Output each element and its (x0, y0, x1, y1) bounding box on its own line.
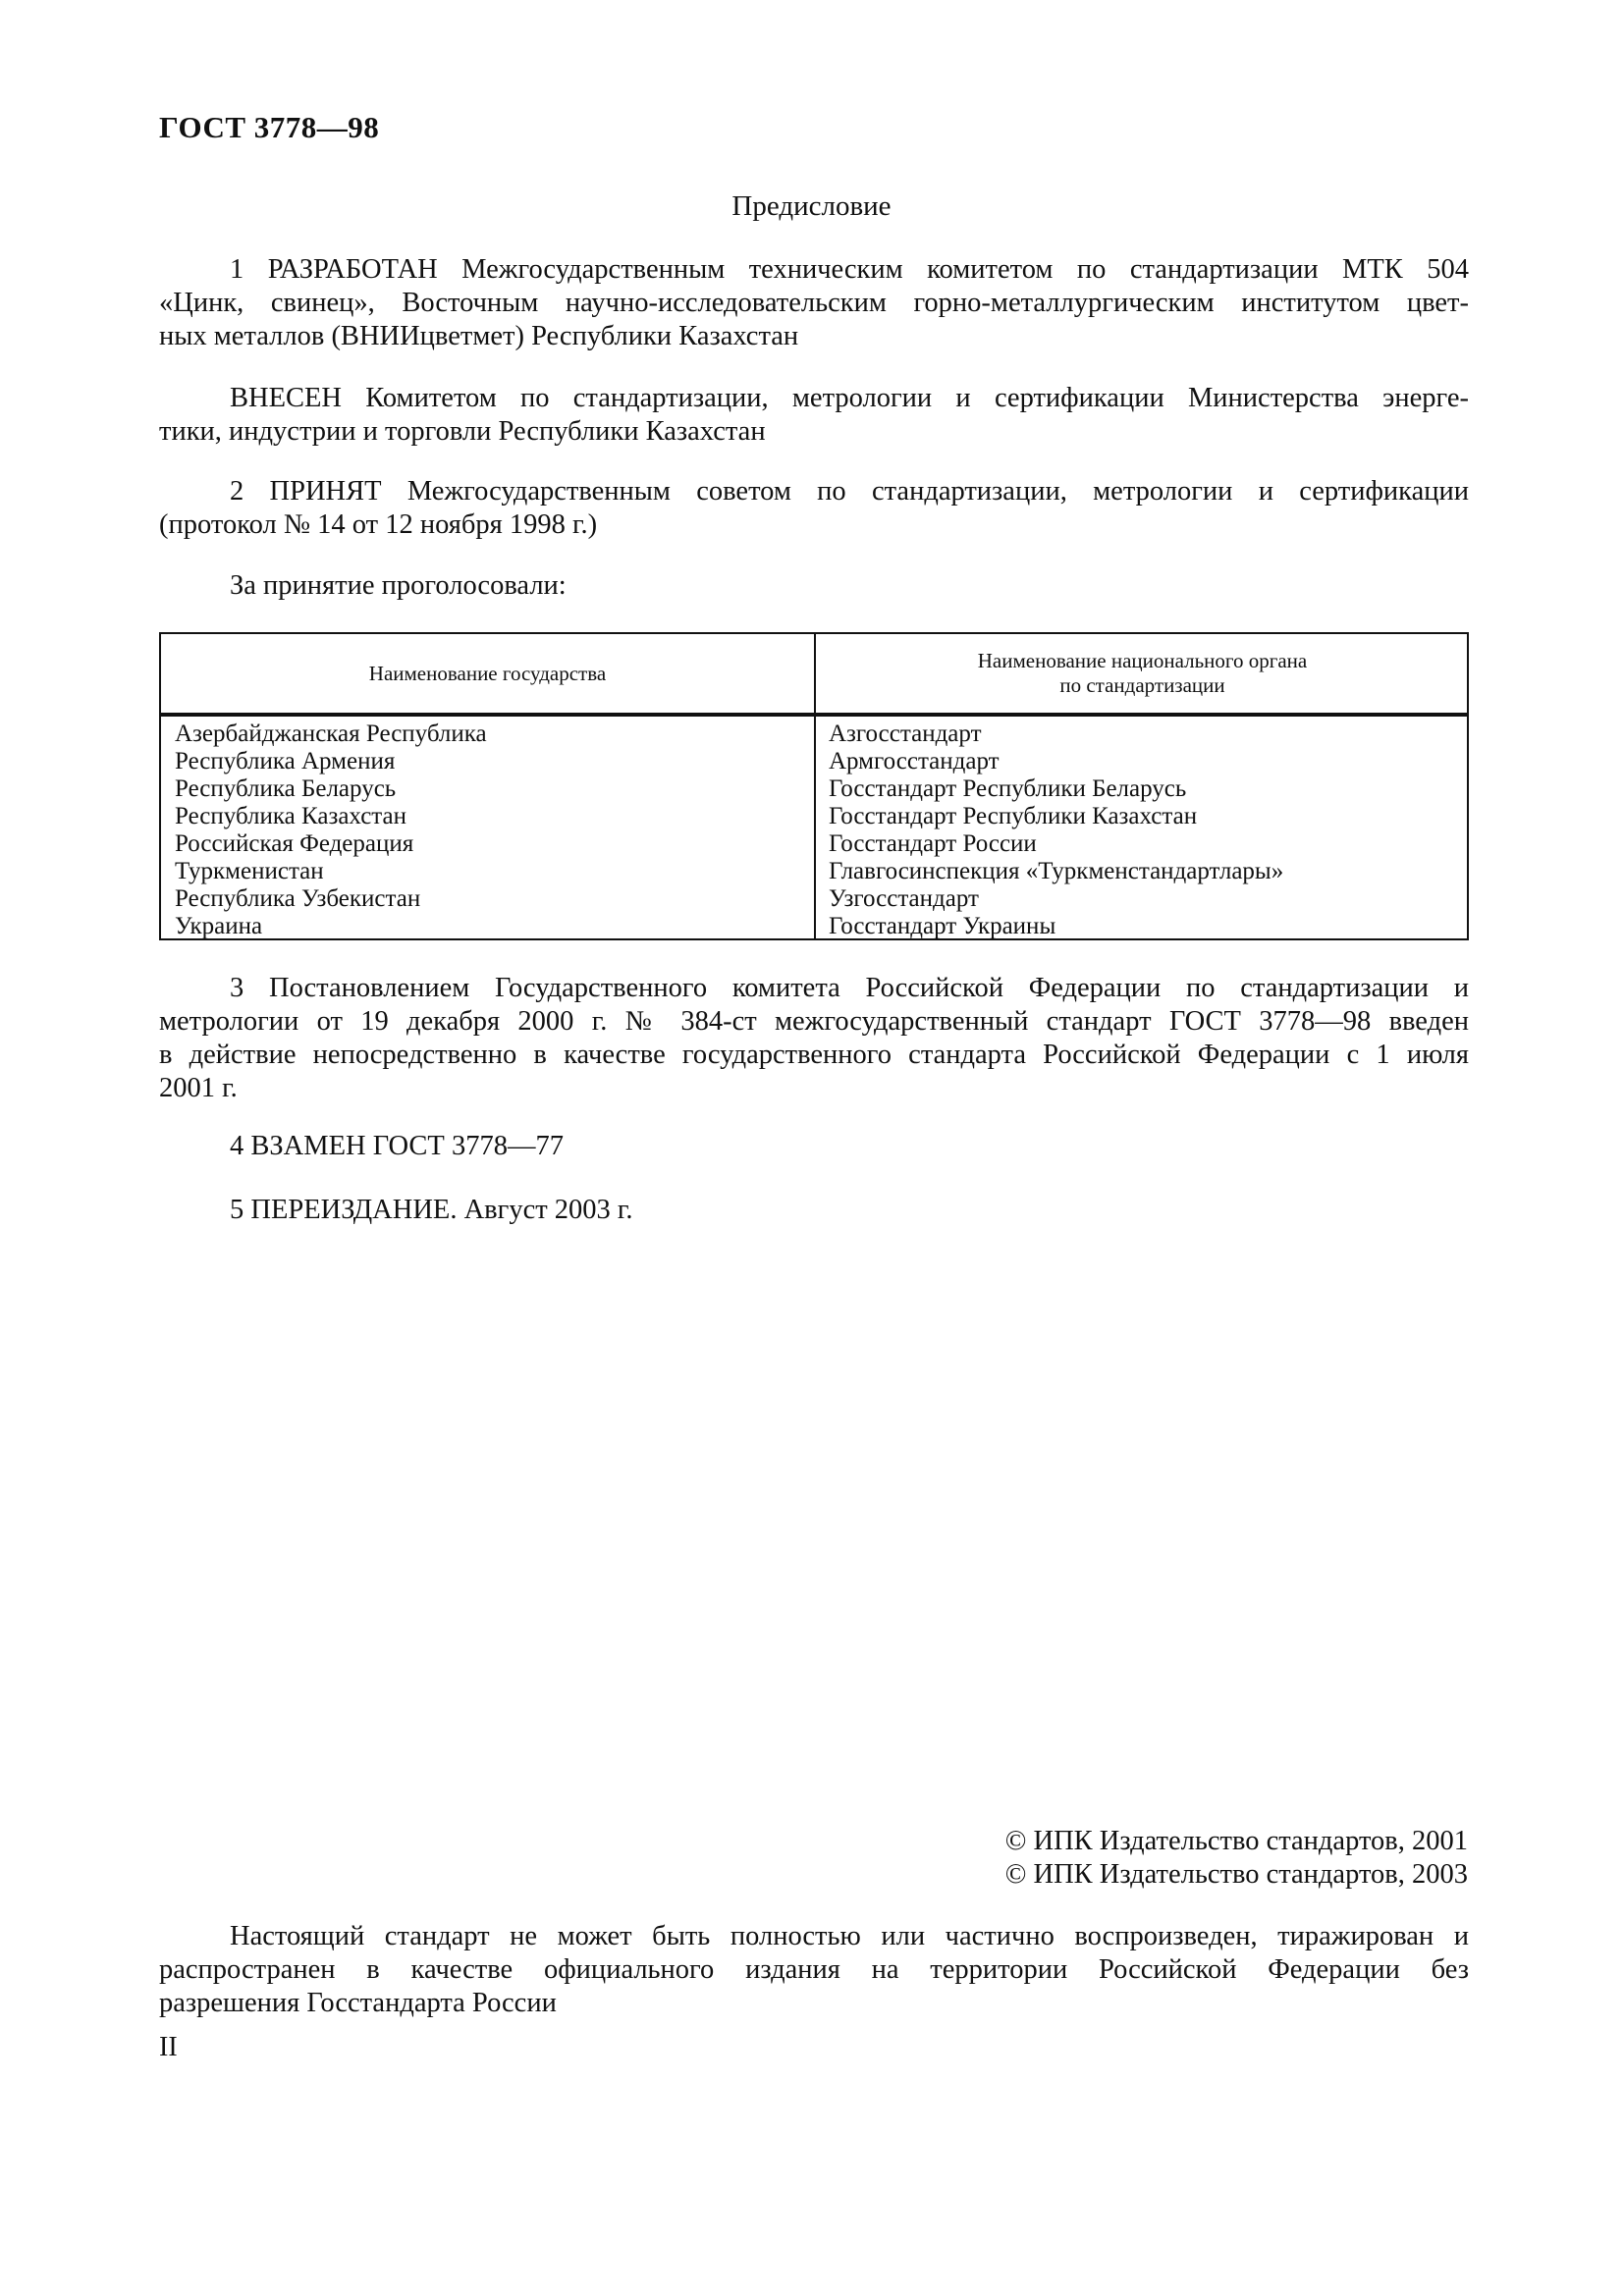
section-5-text: 5 ПЕРЕИЗДАНИЕ. Август 2003 г. (230, 1195, 633, 1225)
table-column-states (175, 721, 487, 940)
table-cell-body: Госстандарт Украины (829, 913, 1056, 939)
section-4-text: 4 ВЗАМЕН ГОСТ 3778—77 (230, 1131, 564, 1161)
section-2-line: 2 ПРИНЯТ Межгосударственным советом по стандартизации, метрологии и сертификации (230, 476, 1469, 507)
section-5-reissue (159, 1194, 1469, 1227)
table-cell-body: Азгосстандарт (829, 721, 982, 747)
table-header-state: Наименование государства (368, 661, 607, 685)
notice-line: распространен в качестве официального издания на территории Российской Федерации без (159, 1954, 1469, 1985)
page-title: Предисловие (731, 190, 892, 222)
table-cell-state: Украина (175, 913, 263, 939)
table-cell-body: Главгосинспекция «Туркменстандартлары» (829, 858, 1284, 884)
table-cell-state: Российская Федерация (175, 830, 414, 857)
standard-code: ГОСТ 3778—98 (159, 110, 380, 144)
copyright-line: © ИПК Издательство стандартов, 2003 (1004, 1859, 1468, 1890)
table-header-body-line: Наименование национального органа (977, 649, 1308, 672)
table-header-divider (161, 713, 1467, 717)
table-cell-state: Республика Беларусь (175, 775, 397, 802)
table-column-bodies (829, 721, 1283, 940)
introduced-line: тики, индустрии и торговли Республики Казахстан (159, 416, 766, 447)
section-3-line: метрологии от 19 декабря 2000 г. № 384-ст межгосударственный стандарт ГОСТ 3778—98 введен (159, 1006, 1469, 1037)
table-header-body (816, 634, 1469, 713)
page-number: II (159, 2032, 178, 2062)
section-1-line: ных металлов (ВНИИцветмет) Республики Казахстан (159, 321, 799, 351)
section-1-line: «Цинк, свинец», Восточным научно-исследовательским горно-металлургическим институтом цвет- (159, 288, 1469, 318)
table-cell-body: Госстандарт Республики Беларусь (829, 775, 1187, 802)
section-1-developed (159, 253, 1469, 353)
voting-table (159, 632, 1469, 940)
section-1-line: 1 РАЗРАБОТАН Межгосударственным техническим комитетом по стандартизации МТК 504 (230, 254, 1469, 285)
table-cell-state: Республика Узбекистан (175, 885, 421, 912)
table-cell-state: Республика Казахстан (175, 803, 406, 829)
introduced-line: ВНЕСЕН Комитетом по стандартизации, метрологии и сертификации Министерства энерге- (230, 383, 1469, 413)
table-cell-body: Армгосстандарт (829, 748, 1000, 774)
reproduction-notice (159, 1920, 1469, 2020)
section-4-replaces (159, 1130, 1469, 1163)
introduced-by (159, 382, 1469, 449)
table-cell-state: Туркменистан (175, 858, 324, 884)
notice-line: разрешения Госстандарта России (159, 1988, 557, 2018)
table-cell-state: Республика Армения (175, 748, 396, 774)
table-cell-body: Госстандарт Республики Казахстан (829, 803, 1198, 829)
notice-line: Настоящий стандарт не может быть полностью или частично воспроизведен, тиражирован и (230, 1921, 1469, 1951)
section-2-line: (протокол № 14 от 12 ноября 1998 г.) (159, 509, 598, 540)
copyright-line: © ИПК Издательство стандартов, 2001 (1004, 1826, 1468, 1856)
table-cell-body: Узгосстандарт (829, 885, 979, 912)
section-3-line: 3 Постановлением Государственного комитета Российской Федерации по стандартизации и (230, 973, 1469, 1003)
table-cell-body: Госстандарт России (829, 830, 1037, 857)
table-header-body-line: по стандартизации (1059, 673, 1225, 697)
table-cell-state: Азербайджанская Республика (175, 721, 487, 747)
vote-intro (159, 569, 1469, 603)
section-3-line: в действие непосредственно в качестве государственного стандарта Российской Федерации с 1 июля (159, 1040, 1469, 1070)
section-2-adopted (159, 475, 1469, 542)
section-3-line: 2001 г. (159, 1073, 238, 1103)
vote-intro-text: За принятие проголосовали: (230, 570, 567, 601)
section-3-enactment (159, 972, 1469, 1105)
